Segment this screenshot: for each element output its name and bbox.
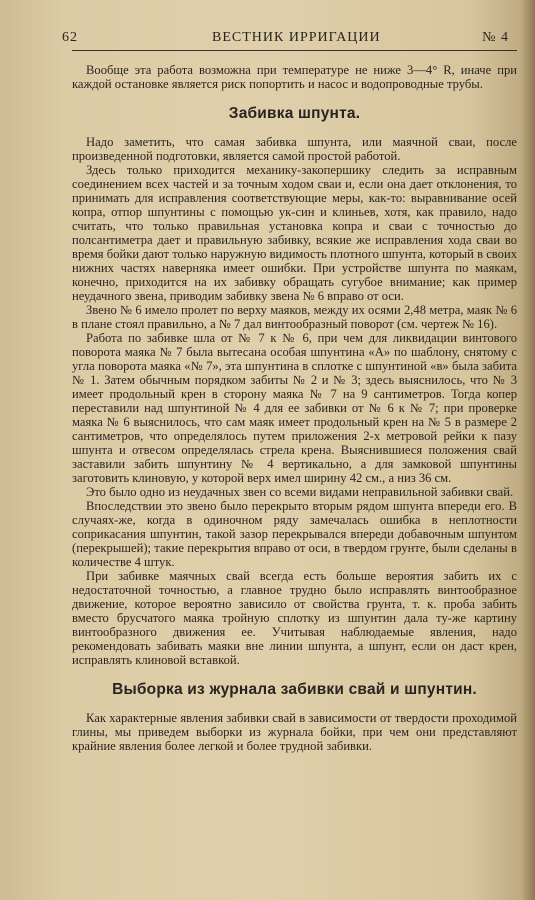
body-paragraph: Надо заметить, что самая забивка шпунта, или маячной сваи, после произведенной подготовки, является самой простой работой. [72, 135, 517, 163]
body-paragraph: При забивке маячных свай всегда есть больше вероятия забить их с недостаточной точностью, а главное трудно было исправлять винтообразное движение, которое вероятно зависило от свойства грунта, т. к. проба забить вместо брусчатого маяка тройную сплотку из шпунтин дала ту-же картину винтообразного движения ее. Учитывая наблюдаемые явления, надо рекомендовать забивать маяки вне линии шпунта, а шпунт, если он даст крен, исправлять клиновой вставкой. [72, 569, 517, 667]
section-title-journal-extract: Выборка из журнала забивки свай и шпунтин. [112, 681, 477, 698]
issue-number: № 4 [482, 30, 509, 45]
body-paragraph: Как характерные явления забивки свай в зависимости от твердости проходимой глины, мы приведем выборки из журнала бойки, при чем они представляют крайние явления более легкой и более трудной забивки. [72, 711, 517, 753]
body-paragraph: Это было одно из неудачных звен со всеми видами неправильной забивки свай. [86, 485, 514, 499]
journal-title: ВЕСТНИК ИРРИГАЦИИ [212, 30, 381, 45]
intro-paragraph: Вообще эта работа возможна при температуре не ниже 3—4° R, иначе при каждой остановке является риск попортить и насос и водопроводные трубы. [72, 63, 517, 91]
page-spine-shadow [521, 0, 535, 900]
body-paragraph: Звено № 6 имело пролет по верху маяков, между их осями 2,48 метра, маяк № 6 в плане стоял правильно, а № 7 дал винтообразный поворот (см. чертеж № 16). [72, 303, 517, 331]
body-paragraph: Здесь только приходится механику-закопершику следить за исправным соединением всех частей и за точным ходом сваи и, если она дает отклонения, то принимать для исправления соответствующие меры, как-то: выравнивание осей копра, отпор шпунтины с помощью ук-син и клиньев, хотя, как правило, надо считать, что только правильная установка копра и сваи с точностью до полсантиметра дает и правильную забивку, всякие же исправления хода сваи во время бойки дают только наружную видимость плотного шпунта, который в своих нижних частях наверняка имеет ошибки. При устройстве шпунта по маякам, конечно, приходится на их забивку обращать сугубое внимание; как пример неудачного звена, приводим забивку звена № 6 вправо от оси. [72, 163, 517, 303]
body-paragraph: Впоследствии это звено было перекрыто вторым рядом шпунта впереди его. В случаях-же, когда в одиночном ряду замечалась ошибка в неплотности соприкасания шпунтин, такой зазор перекрывался впереди добавочным шпунтом (перекрышей); такие перекрытия вправо от оси, в твердом грунте, были сделаны в количестве 4 штук. [72, 499, 517, 569]
section-title-pile-driving: Забивка шпунта. [228, 105, 361, 122]
body-paragraph: Работа по забивке шла от № 7 к № 6, при чем для ликвидации винтового поворота маяка № 7 была вытесана особая шпунтина «А» по шаблону, снятому с угла поворота маяка «№ 7», эта шпунтина в сплотке с шпунтиной «в» была забита № 1. Затем обычным порядком забиты № 2 и № 3; здесь выяснилось, что № 3 имеет продольный крен в сторону маяка № 7 на 9 сантиметров. Тогда копер переставили над шпунтиной № 4 для ее забивки от № 6 к № 7; при проверке маяка № 6 выяснилось, что сам маяк имеет продольный крен на № 5 в размере 2 сантиметров, что определялось путем приложения 2-х метровой рейки к пазу шпунта и отвесом определялась стрела крена. Выяснившиеся положения свай заставили забить шпунтину № 4 вертикально, а для замковой шпунтины заготовить клиновую, у которой верх имел ширину 42 см., а низ 36 см. [72, 331, 517, 485]
running-header [62, 30, 517, 51]
page-number: 62 [62, 30, 78, 45]
